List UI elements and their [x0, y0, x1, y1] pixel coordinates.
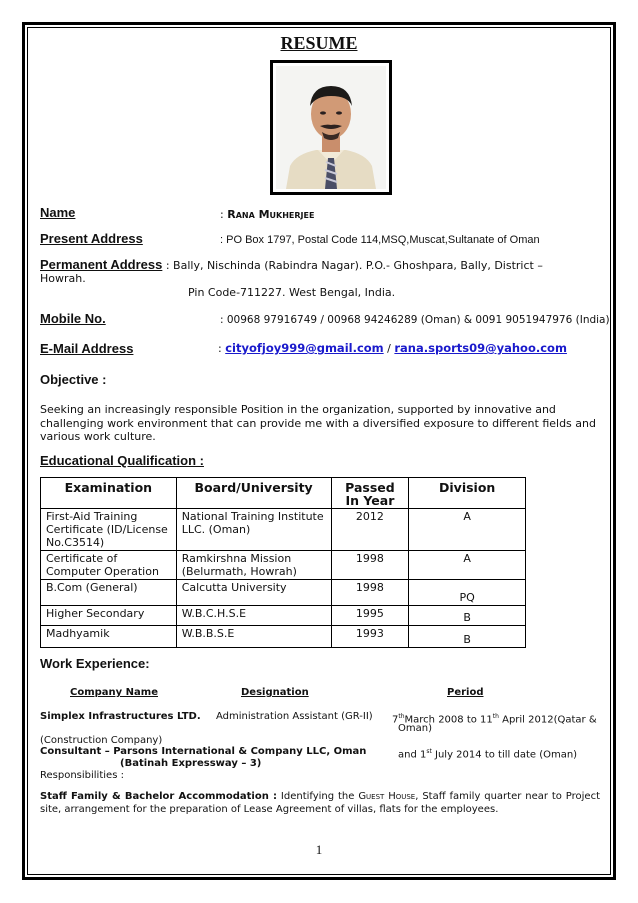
objective-text: Seeking an increasingly responsible Position in the organization, supported by innovative and challenging work environment that can provide me with a diversified exposure to different fields and various work culture.	[40, 403, 596, 443]
job1-note: (Construction Company)	[40, 735, 163, 746]
job1-designation: Administration Assistant (GR-II)	[216, 711, 373, 722]
permanent-address-row	[40, 258, 600, 272]
profile-photo-frame	[270, 60, 392, 195]
email-label: E-Mail Address	[40, 341, 134, 356]
job2-sub: (Batinah Expressway – 3)	[120, 758, 262, 769]
mobile-value: : 00968 97916749 / 00968 94246289 (Oman) & 0091 9051947976 (India)	[220, 314, 610, 326]
email-slash: /	[387, 342, 391, 355]
table-row: Certificate of Computer Operation Ramkirshna Mission (Belurmath, Howrah) 1998 A	[41, 551, 526, 580]
present-address-label: Present Address	[40, 231, 143, 246]
permanent-address-line1: : Bally, Nischinda (Rabindra Nagar). P.O.- Ghoshpara, Bally, District –	[165, 259, 543, 272]
header-division: Division	[409, 478, 526, 509]
table-row: Madhyamik W.B.B.S.E 1993 B	[41, 626, 526, 648]
name-value: Rana Mukherjee	[227, 208, 315, 221]
header-year: Passed In Year	[331, 478, 409, 509]
profile-photo	[276, 66, 386, 189]
mobile-row	[40, 311, 610, 326]
email-row	[40, 341, 567, 356]
header-examination: Examination	[41, 478, 177, 509]
email-link-1[interactable]: cityofjoy999@gmail.com	[225, 341, 384, 355]
education-heading: Educational Qualification :	[40, 453, 204, 468]
resume-title: RESUME	[280, 33, 358, 53]
responsibility-item: Staff Family & Bachelor Accommodation : Identifying the Guest House, Staff family quarter near to Project site, arrangement for the preparation of Lease Agreement of villas, flats for the employees.	[40, 791, 601, 815]
present-address-sep: :	[220, 234, 224, 246]
objective-heading: Objective :	[40, 372, 107, 387]
education-table	[40, 477, 526, 648]
mobile-label: Mobile No.	[40, 311, 106, 326]
job1-period-cont: Oman)	[398, 723, 432, 734]
name-sep: :	[220, 208, 224, 221]
permanent-address-label: Permanent Address	[40, 257, 163, 272]
email-link-2[interactable]: rana.sports09@yahoo.com	[394, 341, 567, 355]
header-board: Board/University	[176, 478, 331, 509]
col-period: Period	[447, 687, 484, 698]
col-designation: Designation	[241, 687, 309, 698]
table-row: First-Aid Training Certificate (ID/License No.C3514) National Training Institute LLC. (Oman) 2012 A	[41, 509, 526, 551]
table-row: B.Com (General) Calcutta University 1998 PQ	[41, 580, 526, 606]
responsibilities-label: Responsibilities :	[40, 770, 124, 781]
job1-company: Simplex Infrastructures LTD.	[40, 711, 201, 722]
job1-period: 7thMarch 2008 to 11th April 2012(Qatar &	[392, 713, 597, 726]
job2-company: Consultant – Parsons International & Company LLC, Oman	[40, 746, 367, 757]
present-address-row	[40, 231, 540, 246]
table-row: Higher Secondary W.B.C.H.S.E 1995 B	[41, 606, 526, 626]
name-label: Name	[40, 205, 76, 220]
name-row	[40, 205, 315, 221]
col-company-name: Company Name	[70, 687, 158, 698]
email-sep: :	[218, 342, 222, 355]
present-address-value: PO Box 1797, Postal Code 114,MSQ,Muscat,Sultanate of Oman	[226, 234, 540, 246]
job2-period: and 1st July 2014 to till date (Oman)	[398, 748, 578, 761]
permanent-address-line3: Pin Code-711227. West Bengal, India.	[188, 286, 396, 299]
permanent-address-line2: Howrah.	[40, 272, 86, 285]
person-photo-icon	[276, 66, 386, 189]
work-heading: Work Experience:	[40, 656, 150, 671]
page-number: 1	[315, 842, 323, 857]
table-header-row	[41, 478, 526, 509]
